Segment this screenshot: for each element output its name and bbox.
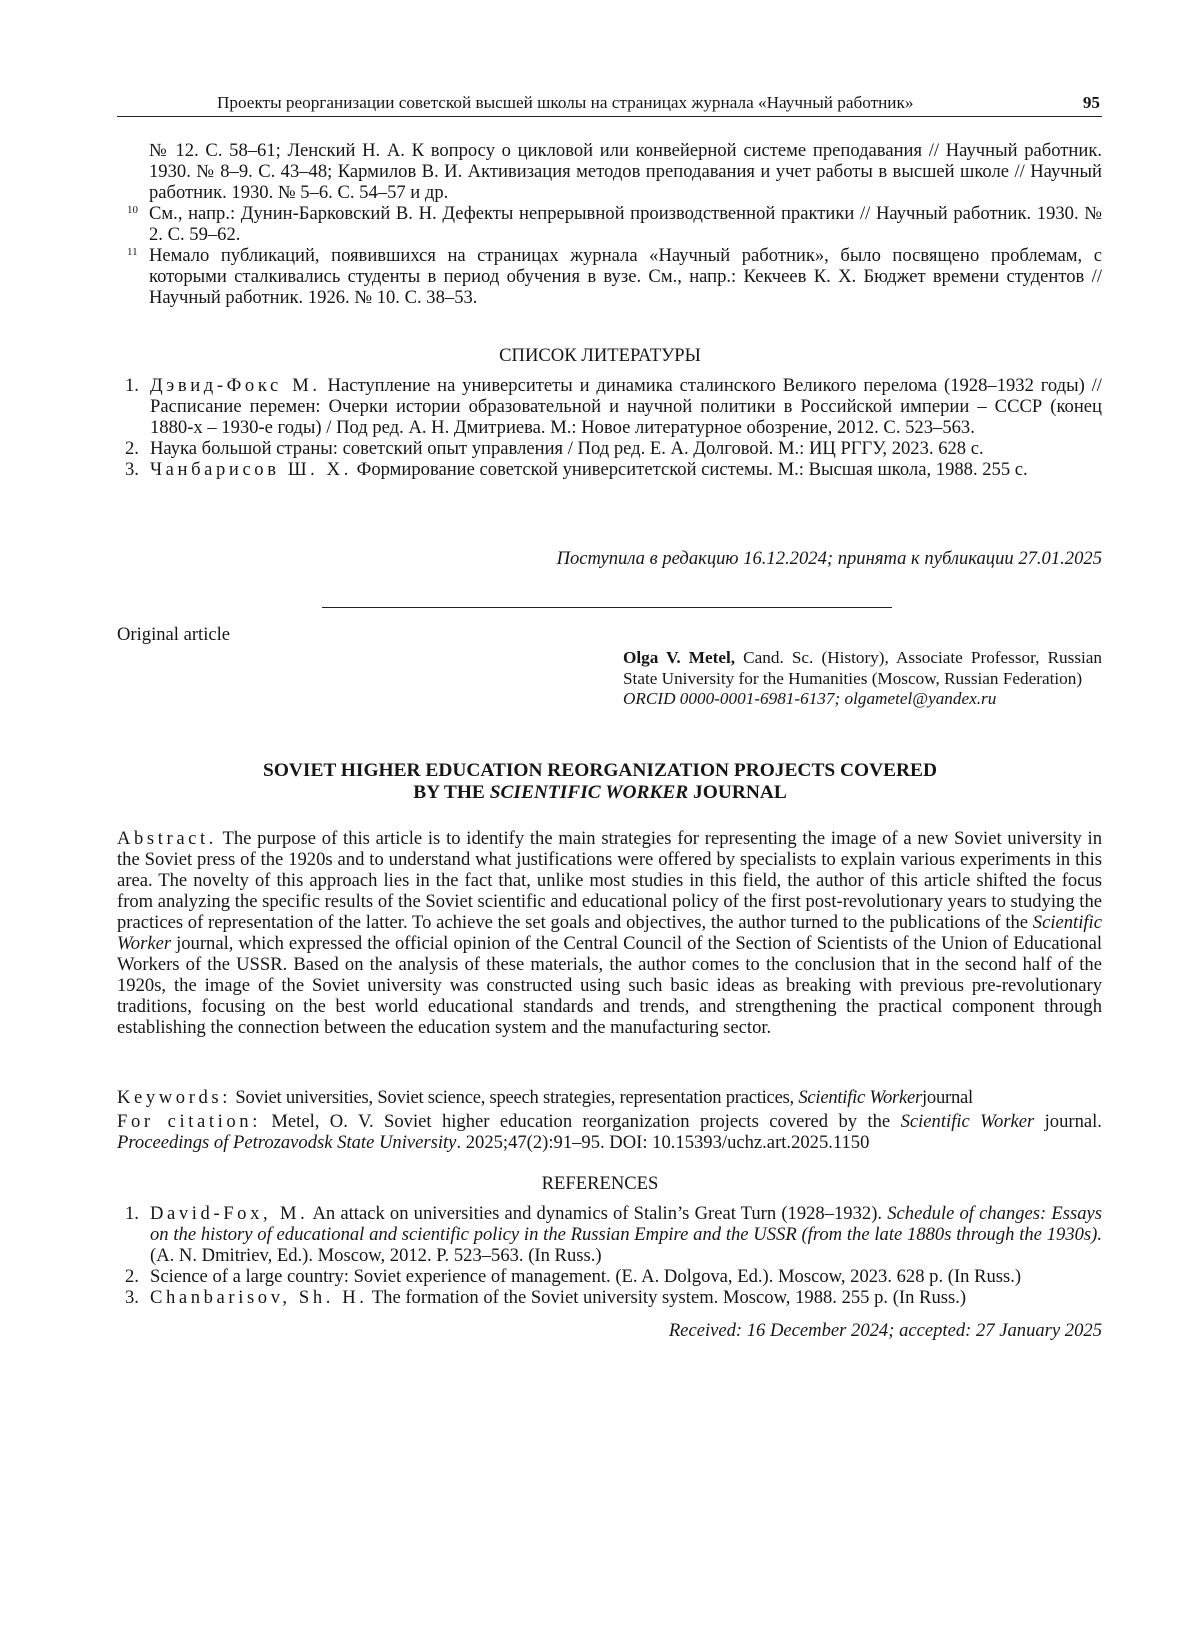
citation-text-1: Metel, O. V. Soviet higher education reorganization projects covered by the <box>271 1111 890 1132</box>
keywords-suffix: journal <box>922 1087 973 1108</box>
title-journal: SCIENTIFIC WORKER <box>490 782 688 803</box>
abstract-text-1: The purpose of this article is to identify the main strategies for representing the image of a new Soviet university in the Soviet press of the 1920s and to understand what justifications were offered by specialists to explain various experiments in this area. The novelty of this approach lies in the fact that, unlike most studies in this field, the author of this article shifted the focus from analyzing the specific results of the Soviet scientific and educational policy of the first post-revolutionary years to studying the practices of representation of the latter. To achieve the set goals and objectives, the author turned to the publications of the <box>117 828 1102 933</box>
reference-author: David-Fox, M. <box>150 1203 308 1224</box>
article-title <box>0 760 1200 804</box>
citation <box>117 1111 1102 1153</box>
citation-text-2: journal. <box>1045 1111 1102 1132</box>
footnote-marker: 10 <box>127 200 138 221</box>
reference-author: Дэвид-Фокс М. <box>150 375 321 396</box>
section-divider <box>322 607 892 608</box>
footnote-marker: 11 <box>127 242 138 263</box>
reference-text: Наступление на университеты и динамика сталинского Великого перелома (1928–1932 годы) // Расписание перемен: Очерки истории образовательной и научной политики в Российской империи – СССР (конец 1880-х – 1930-е годы) / Под ред. А. Н. Дмитриева. М.: Новое литературное обозрение, 2012. С. 523–563. <box>150 375 1102 438</box>
footnote-text: № 12. С. 58–61; Ленский Н. А. К вопросу о цикловой или конвейерной системе преподавания // Научный работник. 1930. № 8–9. С. 43–48; Кармилов В. И. Активизация методов преподавания и учет работы в высшей школе // Научный работник. 1930. № 5–6. С. 54–57 и др. <box>149 140 1102 203</box>
reference-text: Наука большой страны: советский опыт управления / Под ред. Е. А. Долговой. М.: ИЦ РГГУ, 2023. 628 с. <box>150 438 984 459</box>
keywords-journal: Scientific Worker <box>798 1087 922 1108</box>
footnote-text: Немало публикаций, появившихся на страницах журнала «Научный работник», было посвящено проблемам, с которыми сталкивались студенты в период обучения в вузе. См., напр.: Кекчеев К. Х. Бюджет времени студентов // Научный работник. 1926. № 10. С. 38–53. <box>149 245 1102 308</box>
footnote <box>127 245 1102 308</box>
citation-label: For citation: <box>117 1111 261 1132</box>
keywords <box>117 1087 1102 1108</box>
list-item <box>117 1203 1102 1266</box>
author-details: Cand. Sc. (History), Associate Professor, Russian State University for the Humanities (Moscow, Russian Federation) <box>623 648 1102 688</box>
running-title: Проекты реорганизации советской высшей школы на страницах журнала «Научный работник» <box>217 92 913 113</box>
page-number: 95 <box>1083 92 1100 113</box>
keywords-label: Keywords: <box>117 1087 231 1108</box>
en-references-title: REFERENCES <box>0 1173 1200 1194</box>
citation-text-3: . 2025;47(2):91–95. DOI: 10.15393/uchz.art.2025.1150 <box>456 1132 869 1153</box>
ru-reference-list <box>117 375 1102 480</box>
article-type: Original article <box>117 624 230 645</box>
list-item <box>117 438 1102 459</box>
reference-text: Формирование советской университетской системы. М.: Высшая школа, 1988. 255 с. <box>357 459 1028 480</box>
footnote <box>127 203 1102 245</box>
reference-number: 3. <box>125 459 139 480</box>
abstract-journal: Scientific Worker <box>117 912 1102 954</box>
reference-number: 2. <box>125 438 139 459</box>
reference-text: An attack on universities and dynamics of Stalin’s Great Turn (1928–1932). <box>313 1203 883 1224</box>
author-name: Olga V. Metel, <box>623 648 735 667</box>
en-reference-list <box>117 1203 1102 1308</box>
list-item <box>117 1266 1102 1287</box>
footnote <box>127 140 1102 203</box>
footnote-text: См., напр.: Дунин-Барковский В. Н. Дефекты непрерывной производственной практики // Научный работник. 1930. № 2. С. 59–62. <box>149 203 1102 245</box>
received-date-ru: Поступила в редакцию 16.12.2024; принята к публикации 27.01.2025 <box>117 548 1102 569</box>
received-date-en: Received: 16 December 2024; accepted: 27 January 2025 <box>117 1320 1102 1341</box>
title-line-1: SOVIET HIGHER EDUCATION REORGANIZATION PROJECTS COVERED <box>263 760 937 781</box>
list-item <box>117 375 1102 438</box>
author-block <box>623 648 1102 710</box>
abstract <box>117 828 1102 1038</box>
reference-author: Chanbarisov, Sh. H. <box>150 1287 368 1308</box>
footnotes <box>127 140 1102 308</box>
reference-number: 3. <box>125 1287 139 1308</box>
ru-references-title: СПИСОК ЛИТЕРАТУРЫ <box>0 345 1200 366</box>
citation-proceedings: Proceedings of Petrozavodsk State University <box>117 1132 456 1153</box>
reference-text: The formation of the Soviet university system. Moscow, 1988. 255 p. (In Russ.) <box>372 1287 966 1308</box>
reference-source: Schedule of changes: Essays on the history of educational and scientific policy in the Russian Empire and the USSR (from the late 1880s through the 1930s). <box>150 1203 1102 1245</box>
citation-journal: Scientific Worker <box>901 1111 1035 1132</box>
author-contacts: ORCID 0000-0001-6981-6137; olgametel@yandex.ru <box>623 689 996 708</box>
reference-number: 1. <box>125 1203 139 1224</box>
reference-number: 1. <box>125 375 139 396</box>
reference-author: Чанбарисов Ш. Х. <box>150 459 352 480</box>
keywords-text: Soviet universities, Soviet science, speech strategies, representation practices, <box>235 1087 794 1108</box>
title-line-2-prefix: BY THE <box>413 782 490 803</box>
abstract-label: Abstract. <box>117 828 217 849</box>
abstract-text-2: journal, which expressed the official opinion of the Central Council of the Section of Scientists of the Union of Educational Workers of the USSR. Based on the analysis of these materials, the author comes to the conclusion that in the second half of the 1920s, the image of the Soviet university was constructed using such basic ideas as breaking with previous pre-revolutionary traditions, focusing on the best world educational standards and trends, and strengthening the practical component through establishing the connection between the education system and the manufacturing sector. <box>117 933 1102 1038</box>
list-item <box>117 1287 1102 1308</box>
reference-text: Science of a large country: Soviet experience of management. (E. A. Dolgova, Ed.). Moscow, 2023. 628 p. (In Russ.) <box>150 1266 1021 1287</box>
list-item <box>117 459 1102 480</box>
reference-number: 2. <box>125 1266 139 1287</box>
title-line-2-suffix: JOURNAL <box>688 782 787 803</box>
running-header <box>117 92 1102 117</box>
reference-suffix: (A. N. Dmitriev, Ed.). Moscow, 2012. P. 523–563. (In Russ.) <box>150 1245 602 1266</box>
journal-page <box>0 0 1200 1639</box>
